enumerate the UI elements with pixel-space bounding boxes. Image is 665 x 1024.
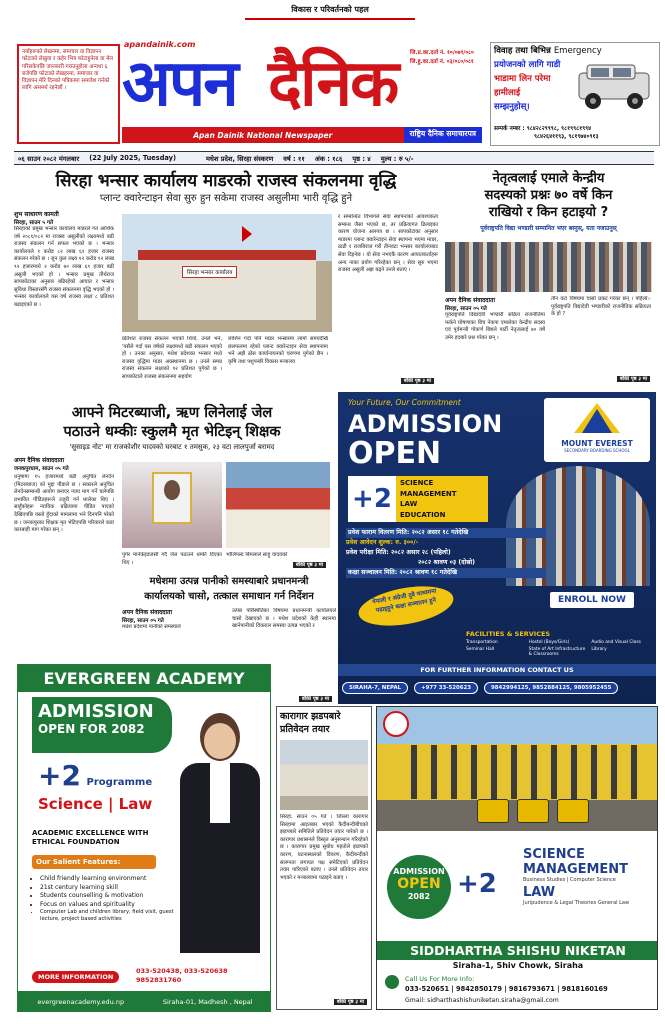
vehicle-ad (490, 42, 660, 146)
strip-right-text: राष्ट्रिय दैनिक समाचारपत्र (404, 127, 482, 143)
mount-open: OPEN (348, 436, 442, 471)
story4-col2: उत्पन्न परिस्थितिका विषयमा प्रधानमन्त्री कार्यालयले चासो देखाएको छ । मधेश प्रदेशको केही स्थानमा खानेपानीको विकराल समस्या उत्पन्न भएको र (232, 608, 336, 630)
school-emblem-icon (383, 711, 409, 737)
sid-open: OPEN (397, 876, 441, 892)
mount-school-name: MOUNT EVEREST (561, 439, 633, 448)
masthead-title-right: दैनिक (268, 47, 398, 121)
sid-address: Siraha-1, Shiv Chowk, Siraha (452, 961, 584, 970)
ad-contact-2: ९८४२६४११९३, ९८१९७४०९१३ (534, 134, 599, 140)
dateline (14, 151, 654, 165)
evergreen-more-info[interactable]: MORE INFORMATION (32, 971, 119, 983)
mount-info-5: कक्षा सञ्चालन मिति: २०८२ श्रावण १८ गतेदेखि (346, 568, 546, 578)
sid-management: MANAGEMENT (523, 862, 629, 877)
person-icon (164, 480, 180, 500)
sid-year: 2082 (407, 892, 431, 901)
ad-line-2: प्रयोजनको लागि गाडी (494, 60, 561, 70)
feature-2: • Students counselling & motivation (40, 892, 180, 901)
facility-4: State of Art Infrastructure & Classrooms (528, 647, 586, 657)
evergreen-streams: Science | Law (38, 795, 153, 813)
mount-stream-0: SCIENCE (400, 479, 434, 487)
facility-1: Hostel (Boys/Girls) (528, 640, 570, 645)
mount-facilities-title: FACILITIES & SERVICES (466, 630, 551, 638)
website[interactable]: apandainik.com (124, 40, 196, 49)
facility-2: Audio and Visual Class (591, 640, 641, 645)
story3-col2: पुगेर मार्नेकेइडजसी गर्दै जेल पठाउने धम्की दिएका थिए । (122, 552, 222, 566)
story-uml (443, 170, 654, 388)
story3-place: जनकपुरधाम, साउन ०५ गते (14, 466, 69, 472)
story2-headline-2[interactable]: सदस्यको प्रश्नः ७० वर्षे किन (484, 188, 613, 203)
story2-col1: पूर्वराष्ट्रपति विद्यादेवी भण्डारी सक्रिय राजनीतिमा फर्कने घोषणाका बिच नेकपा एमालेका केन्द्रीय सदस्य एवं पूर्वमन्त्री गोकर्ण बिष्टले पार्टी नेतृत्वलाई ७० वर्षे उमेर हदबारे प्रश्न गरेका छन् । (445, 312, 545, 341)
masthead (0, 0, 665, 148)
notice-text: नयाँहरूको लेखनमा, समाचार वा विज्ञापन फोटाको लेखुवा र कहेर भित्र फोटाहुनेला वा मेल गरिसकेपछि जानकारी गराउनुहोला अन्यथा ६ बजेपछि फोटाको लेखहरमा, समाचार वा विज्ञापन मेरि दिनको पत्रिकामा समावेश गर्नको लागि असमर्थ रहनेछौं । (22, 49, 114, 92)
mount-info-3: प्रवेश परीक्षा मिति: २०८२ असार २८ (पहिलो) (346, 549, 451, 556)
mountain-logo-icon (572, 401, 622, 435)
feature-0: • Child friendly learning environment (40, 875, 180, 884)
edition: मधेश प्रदेश, सिरहा संस्करण (205, 154, 274, 163)
story1-subhead: प्लान्ट क्वारेन्टाइन सेवा सुरु हुन सकेमा राजस्व असुलीमा भारी वृद्धि हुने (99, 193, 353, 204)
issue: अंक : १८६ (314, 154, 343, 163)
feature-3: • Focus on values and spirituality (40, 901, 180, 910)
story4-col1: मधेश प्रदेशमा पानीको समस्याले (122, 624, 181, 630)
masthead-title-left: अपन (122, 47, 237, 121)
evergreen-programme: Programme (86, 777, 153, 788)
mount-stream-3: EDUCATION (400, 510, 446, 519)
story4-byline: अपन दैनिक संवाददाता (122, 609, 173, 616)
evergreen-phone-1[interactable]: 033-520438, 033-520638 (136, 967, 228, 975)
sid-law: LAW (523, 885, 556, 900)
assembly-photo (445, 242, 652, 292)
story2-caption: पूर्वराष्ट्रपति विद्या भण्डारी सम्मानित भएर बस्नुस्, यता नजाउनुस् (480, 225, 617, 232)
feature-1: • 21st century learning skill (40, 884, 180, 893)
mount-address: SIRAHA-7, NEPAL (342, 682, 408, 694)
evergreen-title: EVERGREEN ACADEMY (18, 665, 270, 692)
story1-col4: र सम्बन्धित विभागले सेवा स्थापनाको आवश्यकता सम्बन्ध जैसा भएको छ, तर प्रक्रियागत ढिलाइका कारण योजना अलपत्र छ । सापकोटाका अनुसार माडरमा प्लान्ट क्वारेन्टाइन सेवा स्थापना भएमा माडर, ठाढी र राजबिराज गरी तीनवटा भन्सार कार्यालयबाट सेवा दिइनेछ । यो सेवा नभएकै कारण आयातकर्ताहरू अन्य नाका प्रयोग गरिरहेका छन् । सेवा सुरु भएमा राजस्व असुली अझ बढ्ने उनले बताए । (338, 214, 438, 274)
evergreen-website[interactable]: evergreenacademy.edu.np (37, 998, 125, 1006)
story3-subhead: 'सुसाइड नोट' मा राजकोशीर यादवको घरबाट १ तमसुक, २३ वटा लालपुर्जा बरामद (69, 443, 275, 451)
facility-3: Seminar Hall (466, 647, 495, 652)
story5-continued[interactable]: बाँकी पृष्ठ ३ मा (334, 999, 367, 1005)
strip-left-text: Apan Dainik National Newspaper (193, 130, 333, 140)
story4-continued[interactable]: बाँकी पृष्ठ ३ मा (299, 696, 332, 702)
mount-enroll-button[interactable]: ENROLL NOW (550, 592, 634, 608)
evergreen-phone-2[interactable]: 9852831760 (136, 976, 182, 984)
masthead-strip (122, 127, 482, 143)
year: वर्ष : ११ (283, 154, 305, 163)
ad-contact-label: सम्पर्क नम्बर : (494, 126, 525, 132)
pages: पृष्ठ : ४ (352, 154, 371, 163)
sid-plus-two: +2 (457, 869, 497, 899)
mount-stream-2: LAW (400, 500, 418, 508)
story1-col2: प्रतिशत राजस्व संकलन भएको थियो, उनले भने, 'यसैले गर्दा यस वर्षको लक्ष्यमध्ये बढी संकलन भएको हो । उनका अनुसार, मधेश प्रदेशका भन्सार मध्ये राजस्व वृद्धिमा माडर अग्रस्थानमा छ । उनले समग्र राजस्व संकलन लक्ष्यको ९२ प्रतिशत पुगेको छ । सापकोटाले राजस्व संकलनमा सहयोग (122, 336, 222, 380)
customs-office-sign: सिरहा भन्सार कार्यालय (182, 266, 237, 278)
story5-headline-1[interactable]: कारागार झडपबारे (280, 711, 341, 722)
mount-info-1: प्रवेश फाराम वितरण मिति: २०८२ असार १८ गतेदेखि (346, 528, 546, 538)
sid-call: Call Us For More Info: (405, 975, 475, 983)
story3-headline-2[interactable]: पठाउने धम्कीः स्कुलमै मृत भेटिइन् शिक्षक (63, 424, 281, 440)
mount-stream-1: MANAGEMENT (400, 489, 457, 498)
evergreen-features (40, 875, 180, 922)
story4-headline-1[interactable]: मधेशमा उत्पन्न पानीको समस्याबारे प्रधानमन्त्री (149, 576, 309, 587)
story4-headline-2[interactable]: कार्यालयको चासो, तत्काल समाधान गर्न निर्देशन (144, 591, 314, 602)
mount-phone-1[interactable]: +977 33-520623 (414, 682, 478, 694)
sid-science: SCIENCE (523, 847, 585, 862)
sid-law-sub: Juripudence & Legal Theories General Law (523, 900, 630, 906)
phone-icon (385, 975, 399, 989)
school-photo (226, 462, 330, 548)
feature-4: • Computer Lab and children library, field visit, guest lecture, project based activities (40, 909, 180, 922)
evergreen-open: OPEN FOR 2082 (38, 722, 145, 736)
story2-place: सिरहा, साउन ०५ गते (445, 306, 487, 312)
facility-5: Library (591, 647, 607, 652)
story-prison (276, 706, 372, 1010)
story3-col3: भोलिपल्ट बिमलाले साहु यादवको (226, 552, 288, 558)
teacher-photo (122, 462, 222, 548)
ad-title-2: Emergency (553, 46, 602, 56)
student-photo (170, 713, 270, 953)
story2-byline: अपन दैनिक संवाददाता (445, 297, 496, 304)
ad-line-5: सम्झनुहोस्। (494, 102, 530, 112)
sid-admission: ADMISSION (393, 867, 445, 876)
ad-title-1: विवाह तथा बिभिन्न (494, 46, 551, 56)
sid-phones[interactable]: 033-520651 | 9842850179 | 9816793671 | 9818160169 (405, 985, 608, 993)
customs-office-photo (122, 214, 332, 332)
bus-icon (477, 799, 509, 823)
mount-phone-2[interactable]: 9842994125, 9852884125, 9805952455 (484, 682, 618, 694)
reg-1: जि.प्र.का.दर्ता नं. १०/०७९/०८० (410, 50, 474, 56)
story2-continued[interactable]: बाँकी पृष्ठ ३ मा (617, 376, 650, 382)
evergreen-tagline: ACADEMIC EXCELLENCE WITH ETHICAL FOUNDATION (32, 829, 149, 846)
evergreen-address: Siraha-01, Madhesh , Nepal (162, 998, 253, 1006)
story2-col2: तीन वटा विषयमा चासो प्रकट गरेका छन् । पहिलो:- पूर्वराष्ट्रपति विद्यादेवी भण्डारीको राजनीतिक सक्रियता के हो ? (551, 296, 651, 318)
mount-school-sub: SECONDARY BOARDING SCHOOL (564, 448, 630, 453)
story5-headline-2[interactable]: प्रतिवेदन तयार (280, 724, 330, 735)
ad-contact-1: ९८४२८२९९९८, ९८१९९८१९९४ (526, 126, 592, 132)
prison-photo (280, 740, 368, 810)
sid-email[interactable]: Gmail: sidharthashishuniketan.siraha@gmail.com (405, 997, 559, 1004)
story1-headline[interactable]: सिरहा भन्सार कार्यालय माडरको राजस्व संकलनमा वृद्धि (55, 171, 397, 191)
story3-headline-1[interactable]: आफ्ने मिटरब्याजी, ऋण लिनेलाई जेल (71, 405, 273, 421)
story1-byline: शुभ साधारण कामती (14, 211, 59, 218)
reg-2: जि.हु.का.दर्ता नं. ०३/०८०/०८१ (410, 59, 474, 65)
bus-icon (557, 799, 589, 823)
evergreen-plus-two: +2 (38, 759, 81, 792)
mount-contact-title: FOR FURTHER INFORMATION CONTACT US (338, 664, 656, 676)
story2-headline-1[interactable]: नेतृत्वलाई एमाले केन्द्रीय (492, 171, 605, 186)
mount-admission: ADMISSION (348, 410, 503, 438)
date-np: ०६ साउन २०८२ मंगलबार (18, 154, 80, 163)
story3-byline: अपन दैनिक संवाददाता (14, 457, 65, 464)
ad-mount-everest[interactable] (338, 392, 656, 704)
masthead-slogan: विकास र परिवर्तनको पहल (245, 4, 415, 20)
sid-name: SIDDHARTHA SHISHU NIKETAN (377, 941, 658, 960)
story5-body: सिरहा, साउन ०५ गते । जिल्ला कारागार सिरहामा आइतबार भएको कैदीबन्दीबीचको झडपबारे समितिले प्रतिवेदन तयार पारेको छ । कारागार प्रशासनले विस्तृत अनुसन्धान गरिरहेको छ । कारागार प्रमुख सुबोध महतोले झडपको कारण, घटनास्थलको विवरण, कैदीबन्दीको संलग्नता लगायत पक्ष समेटिएको प्रतिवेदन तयार पारिएको बताए । उनले प्रतिवेदन तयार भएको र मन्त्रालयमा पठाइने बताए । (280, 814, 368, 881)
story1-col1: सिरहाको प्रमुख भन्सार कार्यालय माडरले गत आर्थिक वर्ष २०८१/०८२ मा राजस्व असुलीको लक्ष्यमध्ये बढी राजस्व संकलन गर्न सफल भएको छ । भन्सार कार्यालयले १ करोड ८२ लाख ६१ हजार राजस्व संकलन गरेको छ । जुन कुल लक्ष्य १२ करोड १२ लाख ९२ हजारमध्ये २ करोड ७० लाख ६९ हजार बढी असुली भएको हो । भन्सार प्रमुख तीर्थराज सापकोटाका अनुसार बढिरहेको आयात र भन्सार सुविधा विस्तारसँगै राजस्व संकलनमा वृद्धि भएको हो । भन्सार कार्यालयले यस वर्ष राजस्व लक्ष्य ८ प्रतिशत बढाइएको छ । (14, 226, 114, 308)
ad-evergreen[interactable] (17, 664, 271, 1012)
mount-info-2: प्रवेश आवेदन शुल्क: रु. ३००/- (346, 539, 419, 546)
story1-col3: लाशिन गर्दा पनि माडर भन्सारमा लामो समयदेखि छलफलमा रहेको प्लान्ट क्वारेन्टाइन सेवा स्थापनामा भने अझै ठोस कार्यान्वयनको चरणमा पुगेको छैन । कृषि तथा पशुपन्छी विकास मन्त्रालय (228, 336, 328, 365)
story4-place: सिरहा, साउन ०५ गते (122, 618, 164, 624)
mount-info-4: २०८२ श्रावण ०३ (दोस्रो) (418, 559, 476, 566)
mount-plus-two: +2 (348, 476, 396, 522)
story1-place: सिरहा, साउन ५ गते (14, 220, 54, 226)
story2-headline-3[interactable]: राखियो र किन हटाइयो ? (488, 205, 609, 220)
flag-icon (242, 226, 252, 242)
evergreen-admission: ADMISSION (38, 701, 154, 722)
notice-box (17, 44, 120, 144)
siddhartha-building-photo (377, 707, 658, 831)
story-customs (14, 170, 438, 390)
mount-tagline: Your Future, Our Commitment (348, 398, 461, 407)
date-en: (22 July 2025, Tuesday) (89, 154, 176, 162)
story1-continued[interactable]: बाँकी पृष्ठ ३ मा (401, 378, 434, 384)
jeep-icon (573, 59, 657, 113)
mount-medium-badge: नेपाली र अंग्रेजी दुवै माध्यममा पढाइहुने कक्षा सञ्चालन हुने (356, 580, 457, 632)
evergreen-features-title: Our Salient Features: (32, 855, 156, 869)
price: मुल्य : रु ५/- (380, 154, 414, 163)
sid-management-sub: Business Studies | Computer Science (523, 877, 616, 883)
story3-continued[interactable]: बाँकी पृष्ठ ३ मा (293, 562, 326, 568)
story3-col1: धनुषामा १५ हजारमध्ये बढी अनुचित लेनदेन (मिटरब्याज) को मुद्दा पीडाले छ । सकारले अनुचित लेनदेनसम्बन्धी आयोग बनाएर न्याय माग गर्ने चलेपछि प्रभावित पीडितहरूले उजुरी गर्न थालेका थिए । साहुँकोहरू न्यायिक प्रक्रियामा पीडित पाएको देखिएपछि यस्तो हुँदाको मामलामा भने दिनपनि परेको छ । जनकपुरका शिक्षक मृत भेटिएपछि परिवारले कडा कारबाही माग गरेका छन् । (14, 474, 114, 534)
ad-line-3: भाडामा लिन परेमा (494, 74, 551, 84)
bus-icon (517, 799, 549, 823)
facility-0: Transportation (466, 640, 498, 645)
ad-line-4: हामीलाई (494, 88, 521, 98)
ad-siddhartha[interactable] (376, 706, 658, 1010)
